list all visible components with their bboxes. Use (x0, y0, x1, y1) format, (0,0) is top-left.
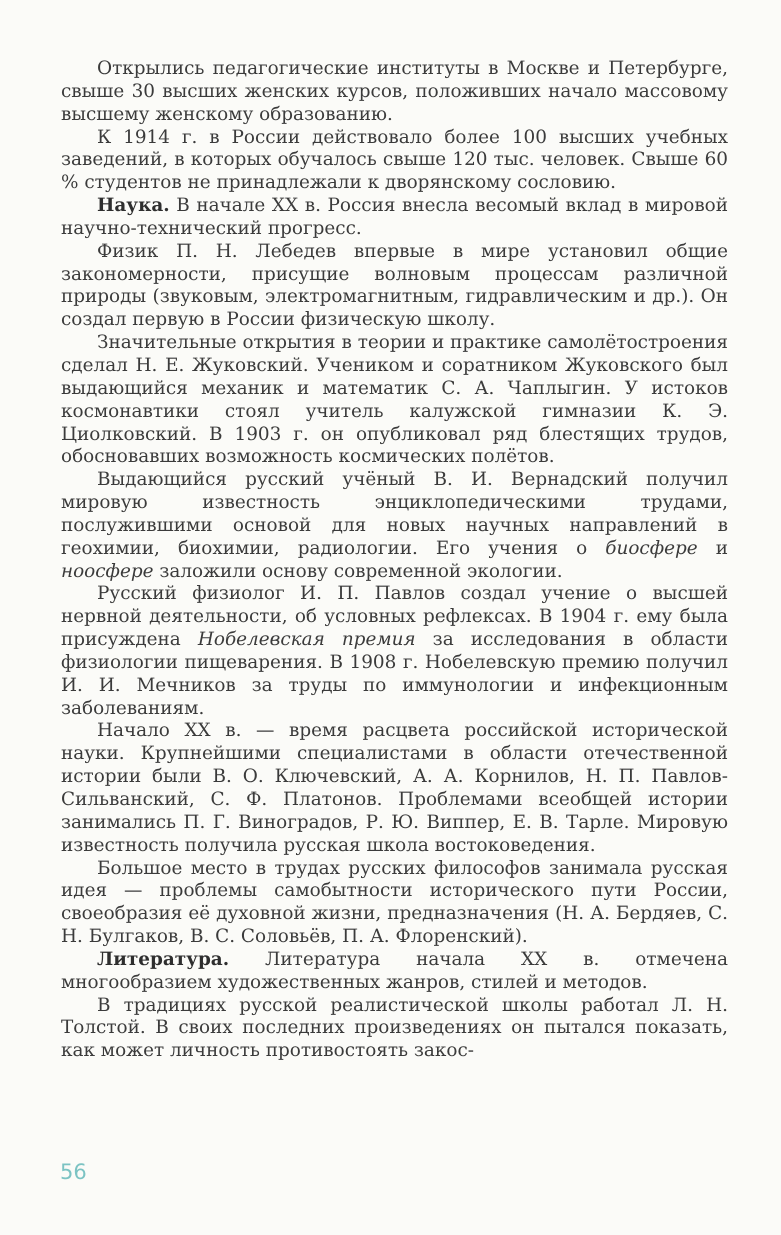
paragraph-text: Выдающийся русский учёный В. И. Вернадский получил мировую известность энциклопедическими трудами, послужившими основой для новых научных направлений в геохимии, биохимии, радиологии. Его учения о (61, 469, 728, 559)
paragraph-literature-intro (61, 949, 728, 995)
paragraph-vernadsky (61, 469, 728, 583)
paragraph-text: Физик П. Н. Лебедев впервые в мире установил общие закономерности, присущие волновым процессам различной природы (звуковым, электромагнитным, гидравлическим и др.). Он создал первую в России физическую школу. (61, 240, 728, 331)
paragraph-text: заложили основу современной экологии. (153, 560, 563, 582)
paragraph-text: Начало XX в. — время расцвета российской исторической науки. Крупнейшими специалистами в области отечественной истории были В. О. Ключевский, А. А. Корнилов, Н. П. Павлов-Сильванский, С. Ф. Платонов. Проблемами всеобщей истории занимались П. Г. Виноградов, Р. Ю. Виппер, Е. В. Тарле. Мировую известность получила русская школа востоковедения. (61, 720, 728, 856)
paragraph-lebedev (61, 241, 728, 332)
term-noosphere: ноосфере (61, 560, 154, 582)
paragraph-tolstoy (61, 995, 728, 1064)
paragraph-historical-science (61, 720, 728, 857)
paragraph-higher-education-1914 (61, 127, 728, 196)
term-biosphere: биосфере (605, 537, 698, 559)
section-heading-science: Наука. (97, 195, 170, 217)
page-number: 56 (60, 1160, 87, 1184)
paragraph-text: и (697, 537, 728, 559)
paragraph-text: Литература начала XX в. отмечена многообразием художественных жанров, стилей и методов. (61, 948, 728, 993)
paragraph-zhukovsky (61, 332, 728, 469)
section-heading-literature: Литература. (97, 948, 230, 970)
term-nobel-prize: Нобелевская премия (197, 629, 416, 651)
paragraph-text: за исследования в области физиологии пищеварения. В 1908 г. Нобелевскую премию получил И. И. Мечников за труды по иммунологии и инфекционным заболеваниям. (61, 629, 728, 719)
paragraph-philosophy (61, 858, 728, 949)
paragraph-text: Большое место в трудах русских философов занимала русская идея — проблемы самобытности исторического пути России, своеобразия её духовной жизни, предназначения (Н. А. Бердяев, С. Н. Булгаков, В. С. Соловьёв, П. А. Флоренский). (61, 857, 728, 948)
paragraph-text: В традициях русской реалистической школы работал Л. Н. Толстой. В своих последних произведениях он пытался показать, как может личность противостоять закос- (61, 994, 728, 1062)
paragraph-pedagogical-institutes (61, 58, 728, 127)
page-body (61, 58, 728, 1063)
paragraph-text: Значительные открытия в теории и практике самолётостроения сделал Н. Е. Жуковский. Учеником и соратником Жуковского был выдающийся механик и математик С. А. Чаплыгин. У истоков космонавтики стоял учитель калужской гимназии К. Э. Циолковский. В 1903 г. он опубликовал ряд блестящих трудов, обосновавших возможность космических полётов. (61, 332, 728, 468)
paragraph-science-intro (61, 195, 728, 241)
paragraph-text: Русский физиолог И. П. Павлов создал учение о высшей нервной деятельности, об условных рефлексах. В 1904 г. ему была присуждена (61, 583, 728, 651)
paragraph-text: В начале XX в. Россия внесла весомый вклад в мировой научно-технический прогресс. (61, 195, 728, 239)
paragraph-pavlov (61, 583, 728, 720)
paragraph-text: К 1914 г. в России действовало более 100 высших учебных заведений, в которых обучалось свыше 120 тыс. человек. Свыше 60 % студентов не принадлежали к дворянскому сословию. (61, 126, 728, 194)
paragraph-text: Открылись педагогические институты в Москве и Петербурге, свыше 30 высших женских курсов, положивших начало массовому высшему женскому образованию. (61, 58, 728, 125)
